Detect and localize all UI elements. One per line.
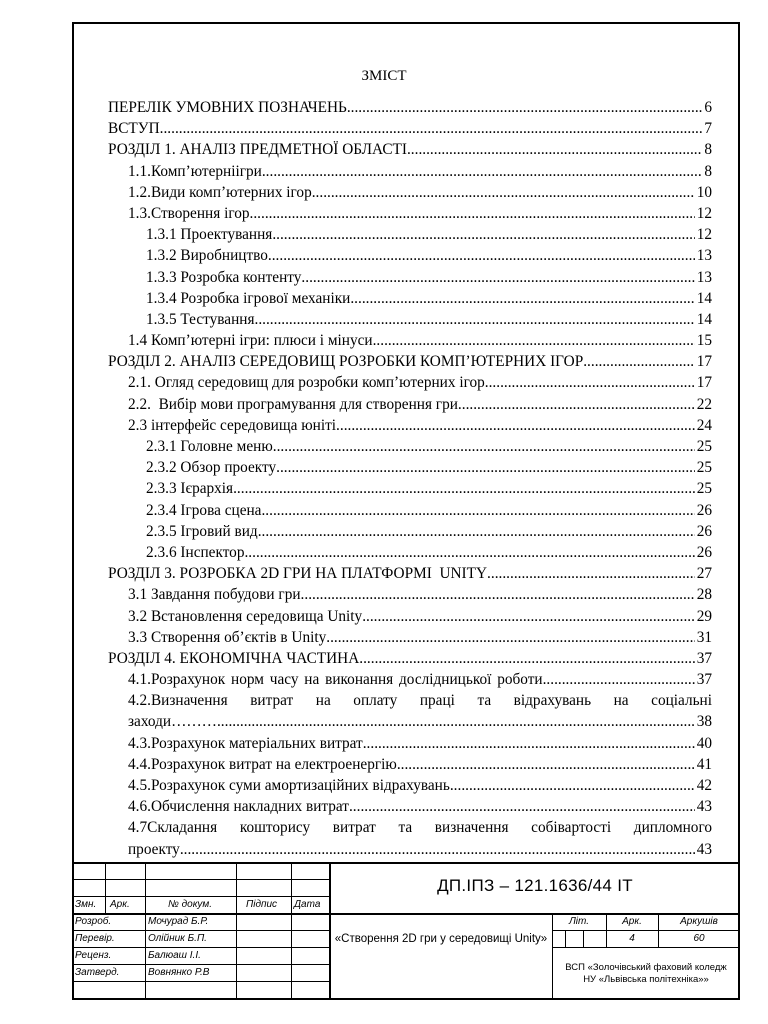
document-title: «Створення 2D гри у середовищі Unity»	[334, 933, 548, 945]
toc-entry-text: 1.3.2 Виробництво	[146, 247, 268, 265]
toc-entry-text: 1.3.4 Розробка ігрової механіки	[146, 289, 351, 307]
toc-entry-text: РОЗДІЛ 4. ЕКОНОМІЧНА ЧАСТИНА	[108, 649, 360, 667]
lit-label: Літ.	[568, 916, 590, 927]
document-number: ДП.ІПЗ – 121.1636/44 ІТ	[437, 876, 633, 895]
toc-entry-text: 2.1. Огляд середовищ для розробки комп’ютерних ігор	[128, 374, 485, 392]
role-name: Мочурад Б.Р.	[148, 916, 209, 927]
toc-entry-text: 2.3.3 Ієрархія	[146, 480, 234, 498]
toc-entry-text: 4.2.Визначення витрат на оплату праці та відрахувань на соціальні	[128, 692, 712, 710]
toc-entry-text: 4.7Складання кошторису витрат та визначення собівартості дипломного	[128, 819, 712, 837]
role-label: Реценз.	[75, 950, 112, 961]
toc-entry-text: 4.1.Розрахунок норм часу на виконання дослідницької роботи	[128, 671, 543, 689]
toc-entry-text: 2.3.4 Ігрова сцена	[146, 501, 262, 519]
toc-entry-text: 1.3.3 Розробка контенту	[146, 268, 302, 286]
toc-entry-text: 3.2 Встановлення середовища Unity	[128, 607, 363, 625]
role-name: Вовнянко Р.В	[148, 967, 210, 978]
toc-entry-text: 1.3.Створення ігор	[128, 204, 250, 222]
toc-entry-page: 8	[704, 141, 712, 159]
organization-line: ВСП «Золочівський фаховий коледж	[565, 962, 727, 973]
toc-entry	[108, 394, 712, 415]
toc-entry-page: 28	[696, 586, 712, 604]
toc-entry-page: 14	[696, 289, 712, 307]
toc-entry	[108, 288, 712, 309]
toc-entry-text: 1.1.Комп’ютерніігри	[128, 162, 262, 180]
toc-entry-text: 2.2. Вибір мови програмування для створення гри	[128, 395, 458, 413]
toc-entry-text: 2.3.1 Головне меню	[146, 438, 273, 455]
toc-entry	[108, 415, 712, 436]
toc-entry	[108, 224, 712, 245]
header-date: Дата	[294, 899, 321, 910]
toc-entry-text: 2.3.5 Ігровий вид	[146, 522, 258, 540]
title-block	[72, 862, 740, 1000]
toc-entry	[108, 118, 712, 139]
toc-entry-page: 6	[704, 99, 712, 116]
toc-entry	[108, 796, 712, 817]
toc-entry	[108, 436, 712, 457]
header-change: Змн.	[75, 899, 97, 910]
toc-entry-page: 25	[696, 438, 712, 455]
toc-entry	[108, 754, 712, 775]
toc-entry-wrapped	[108, 817, 712, 838]
toc-entry	[108, 563, 712, 584]
toc-entry-text: 2.3.6 Інспектор	[146, 543, 245, 561]
toc-entry-text: РОЗДІЛ 1. АНАЛІЗ ПРЕДМЕТНОЇ ОБЛАСТІ	[108, 141, 407, 159]
toc-entry-text: 1.3.1 Проектування	[146, 226, 273, 244]
toc-entry-text: 4.6.Обчислення накладних витрат	[128, 798, 349, 816]
toc-entry-text: проекту	[128, 840, 180, 858]
toc-entry-page: 17	[696, 374, 712, 392]
toc-entry	[108, 330, 712, 351]
toc-title: ЗМІСТ	[361, 68, 407, 84]
toc-entry	[108, 648, 712, 669]
toc-entry-text: 3.3 Створення об’єктів в Unity	[128, 628, 327, 646]
sheet-label: Арк.	[622, 916, 642, 927]
toc-entry-text: ВСТУП	[108, 120, 160, 138]
toc-entry	[108, 457, 712, 478]
toc-entry	[108, 839, 712, 860]
toc-entry-page: 13	[696, 268, 712, 286]
toc-entry-page: 24	[696, 416, 712, 434]
toc-entry-text: заходи……….	[128, 713, 221, 731]
toc-entry	[108, 584, 712, 605]
toc-entry-page: 26	[696, 543, 712, 561]
toc-entry	[108, 669, 712, 690]
role-name: Олійник Б.П.	[148, 933, 207, 944]
toc-entry	[108, 245, 712, 266]
toc-entry	[108, 97, 712, 118]
toc-entry	[108, 161, 712, 182]
role-name: Балюаш І.І.	[148, 950, 201, 961]
header-doc-no: № докум.	[168, 899, 213, 910]
toc-entry-page: 43	[696, 798, 712, 816]
toc-entry-page: 25	[696, 480, 712, 498]
toc-entry-page: 41	[696, 755, 712, 773]
organization-line: НУ «Львівська політехніка»»	[583, 974, 709, 985]
toc-entry-page: 17	[696, 353, 712, 371]
toc-entry	[108, 627, 712, 648]
toc-entry-text: ПЕРЕЛІК УМОВНИХ ПОЗНАЧЕНЬ	[108, 99, 347, 116]
toc-entry-text: 1.4 Комп’ютерні ігри: плюси і мінуси	[128, 332, 373, 350]
toc-entry	[108, 309, 712, 330]
toc-entry-page: 14	[696, 310, 712, 328]
toc-entry-page: 7	[704, 120, 712, 138]
toc-entry-text: 4.5.Розрахунок суми амортизаційних відрахувань	[128, 777, 450, 794]
toc-entry	[108, 351, 712, 372]
organization	[552, 962, 740, 986]
sheets-value: 60	[693, 933, 705, 944]
role-label: Затверд.	[75, 967, 120, 978]
toc-entry-text: 4.3.Розрахунок матеріальних витрат	[128, 734, 363, 752]
toc-entry	[108, 542, 712, 563]
toc-entry-page: 22	[696, 395, 712, 413]
toc-entry	[108, 711, 712, 732]
toc-entry-page: 26	[696, 522, 712, 540]
toc-entry-page: 15	[696, 332, 712, 350]
sheets-label: Аркушів	[680, 916, 718, 927]
toc-entry-text: 1.2.Види комп’ютерних ігор	[128, 183, 312, 201]
toc-entry	[108, 500, 712, 521]
toc-entry-text: 2.3 інтерфейс середовища юніті	[128, 416, 337, 434]
toc-entry-text: 2.3.2 Обзор проекту	[146, 459, 277, 477]
toc-entry-page: 8	[704, 162, 712, 180]
toc-entry	[108, 521, 712, 542]
toc-entry-text: 3.1 Завдання побудови гри	[128, 586, 301, 604]
role-label: Перевір.	[75, 933, 115, 944]
toc-entry-page: 31	[696, 628, 712, 646]
toc-entry-page: 38	[696, 713, 712, 731]
toc-entry-page: 37	[696, 649, 712, 667]
toc-entry-wrapped	[108, 690, 712, 711]
table-of-contents	[108, 97, 712, 860]
toc-entry-text: 1.3.5 Тестування	[146, 310, 255, 328]
toc-entry	[108, 775, 712, 796]
toc-entry-page: 10	[696, 183, 712, 201]
toc-entry	[108, 139, 712, 160]
toc-entry	[108, 733, 712, 754]
role-label: Розроб.	[75, 916, 112, 927]
toc-entry-text: РОЗДІЛ 3. РОЗРОБКА 2D ГРИ НА ПЛАТФОРМІ UNITY	[108, 565, 488, 583]
toc-entry-page: 26	[696, 501, 712, 519]
toc-entry	[108, 267, 712, 288]
toc-entry-page: 29	[696, 607, 712, 625]
toc-entry-page: 25	[696, 459, 712, 477]
toc-entry-text: РОЗДІЛ 2. АНАЛІЗ СЕРЕДОВИЩ РОЗРОБКИ КОМП’ЮТЕРНИХ ІГОР	[108, 353, 584, 371]
toc-entry	[108, 182, 712, 203]
toc-entry-page: 13	[696, 247, 712, 265]
toc-entry-page: 12	[696, 204, 712, 222]
toc-entry-page: 27	[696, 565, 712, 583]
sheet-value: 4	[629, 933, 635, 944]
toc-entry-text: 4.4.Розрахунок витрат на електроенергію	[128, 755, 397, 773]
toc-entry-page: 40	[696, 734, 712, 752]
toc-entry	[108, 203, 712, 224]
toc-entry-page: 43	[696, 840, 712, 858]
toc-entry-page: 42	[696, 777, 712, 794]
toc-entry	[108, 606, 712, 627]
toc-entry	[108, 372, 712, 393]
header-signature: Підпис	[246, 899, 278, 910]
toc-entry-page: 12	[696, 226, 712, 244]
header-sheet: Арк.	[110, 899, 130, 910]
toc-entry-page: 37	[696, 671, 712, 689]
toc-entry	[108, 478, 712, 499]
